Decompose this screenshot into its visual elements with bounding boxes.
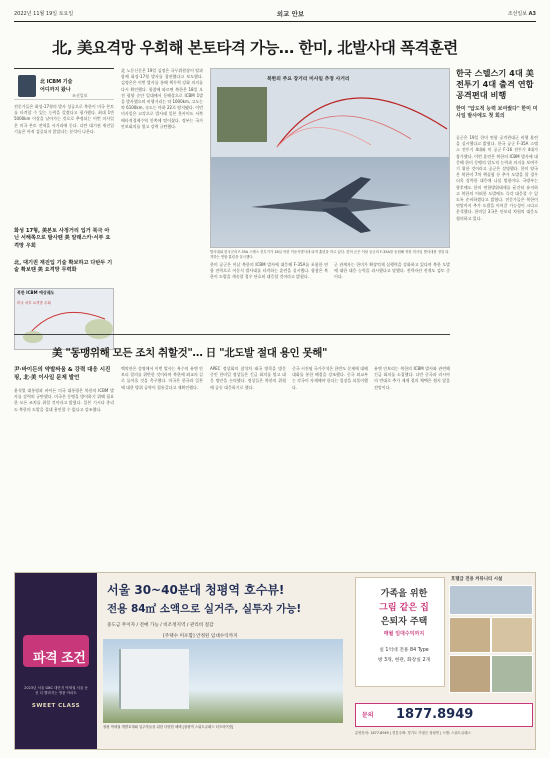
- ad-left-panel: [15, 573, 97, 750]
- map-title: 북한 ICBM 예상궤도: [17, 290, 55, 295]
- article-column: 전문가들은 화성-17형의 발사 성공으로 북한이 미국 본토를 타격할 수 있는 능력을 갖췄다고 평가했다. 최대 1만5000km 이상을 날아가는 것으로 추정되는 이번 미사일은 미국 본토 전역을 사거리에 둔다. 다만 대기권 재진입 기술은 아직 검증되지 않았다는 분석이 나온다.: [14, 104, 114, 134]
- card-line: 가족을 위한: [380, 589, 428, 599]
- amenities-photos: [449, 577, 533, 697]
- issue-date: 2022년 11월 19일 토요일: [14, 10, 74, 17]
- range-graphic: [211, 69, 450, 157]
- map-note: 미국 서부 요격망 우회: [17, 301, 51, 305]
- photo-caption: 발사대와 한국군의 F-35A 스텔스 전투기가 18일 북한 이동식발사대 타격 훈련을 하고 있다. 한미 군은 이날 공군의 F-35A를 동원해 북한 미사일 발사대를 정밀 타격하는 연합 훈련을 실시했다.: [210, 250, 449, 259]
- section-name: 외교 안보: [276, 9, 305, 18]
- infographic-and-photo: [210, 68, 450, 248]
- infographic-title: 북한의 주요 장거리 미사일 추정 사거리: [267, 77, 350, 82]
- article-subheading: 尹·바이든의 약발싸움 & 강력 대응 시진핑, 北·美 이사일 문제 발언: [14, 367, 111, 381]
- ad-right-panel: [351, 573, 536, 750]
- page-number: [508, 10, 536, 17]
- ad-headline: 서울 30~40분대 청평역 호수뷰!: [107, 583, 285, 597]
- section-divider: [14, 334, 450, 335]
- article-column: 한미 공군은 이날 북한의 ICBM 발사에 대응해 F-35A를 포함한 연합 전력으로 이동식 발사대를 타격하는 훈련을 실시했다. 합참은 북한이 도발을 계속할 경우 단호히 대응할 것이라고 밝혔다.: [210, 262, 328, 280]
- article-subheading: 北, 대기권 재진입 기술 확보하고 다탄두 기술 확보땐 美 요격망 무력화: [14, 260, 113, 274]
- ad-fine-print: 분양문의: 1877-8949 | 견본주택: 경기도 가평군 청평면 | 시행: 스위트클래스: [355, 731, 471, 735]
- main-headline[interactable]: 北, 美요격망 우회해 본토타격 가능… 한미, 北발사대 폭격훈련: [52, 39, 458, 57]
- card-line: 실 1억대 전용 84 Type: [379, 648, 429, 653]
- paper-name: 조선일보: [507, 10, 528, 17]
- jet-silhouette: [211, 157, 450, 247]
- amenity-photo: [449, 655, 491, 693]
- amenity-photo: [449, 617, 491, 653]
- icbm-box-line2: 어디까지 왔나: [40, 87, 71, 93]
- ad-benefits: 중도금 무이자 / 전매 가능 / 비조정지역 / 관리비 절감: [107, 623, 214, 628]
- apartment-towers-image: [119, 649, 189, 709]
- trajectory-map: [14, 288, 114, 350]
- article-column: 군 관계자는 한미가 확장억제 실행력을 강화하고 있다며 북한 도발에 대한 대응 능력을 과시했다고 말했다. 전략자산 전개도 검토 중이다.: [334, 262, 450, 280]
- card-line: 방 3개, 현관, 화장실 2개: [377, 658, 431, 663]
- amenity-photo: [491, 655, 533, 693]
- article-column: 백악관은 성명에서 이번 발사는 복수의 유엔 안보리 결의를 위반한 것이라며 북한에 외교의 길로 돌아올 것을 촉구했다. 미국은 한국과 일본에 대한 방위 공약이 철통같다고 재확인했다.: [121, 366, 203, 390]
- article-column: 北 노동신문은 19일 김정은 국무위원장이 딸과 함께 화성-17형 발사를 참관했다고 보도했다. 김정은은 이번 발사를 통해 핵무력 강화 의지를 다시 확인했다. 합참에 따르면 북한은 18일 오전 평양 순안 일대에서 동해상으로 ICBM 1발을 발사했으며 비행거리는 약 1000km, 고도는 약 6100km, 속도는 마하 22로 탐지됐다. 이번 미사일은 고각으로 발사돼 일본 홋카이도 서쪽 배타적경제수역 안쪽에 떨어졌다. 정부는 국가안보회의를 열고 강력 규탄했다.: [121, 68, 203, 129]
- side-headline[interactable]: 한국 스텔스기 4대 美전투기 4대 출격 연합 공격편대 비행: [456, 68, 534, 101]
- inquiry-phone-box[interactable]: [355, 703, 533, 727]
- article-column: APEC 정상회의 참석차 태국 방콕을 방문 중인 한미일 정상들은 긴급 회의를 열고 대응 방안을 논의했다. 정상들은 북한의 위협에 공동 대응하기로 했다.: [210, 366, 286, 390]
- header-rule: [14, 21, 536, 22]
- landmass-shape: [85, 319, 113, 339]
- article-column: 중국 시진핑 국가주석은 한반도 문제에 대해 대화를 통한 해결을 강조했다. 중국 외교부는 각국이 자제해야 한다는 입장을 되풀이했다.: [292, 366, 368, 390]
- jet-wing: [321, 207, 371, 233]
- real-estate-advertisement[interactable]: [14, 572, 536, 750]
- icbm-box-credit: 조선일보: [72, 93, 88, 98]
- map-graphic: [15, 289, 114, 350]
- brand-logo: SWEET CLASS: [31, 703, 81, 709]
- ad-feature-card: [355, 577, 445, 687]
- ad-note: [주택수 미포함] 안정된 임대수익까지: [163, 634, 238, 639]
- card-line: 그림 같은 집: [379, 603, 429, 613]
- ad-footer-text: 청평 역세권 개발호재와 입주자들을 위한 다양한 혜택 [청평역 스위트클래스 더프라이빗]: [103, 725, 234, 729]
- amenity-photo: [491, 617, 533, 653]
- phone-number[interactable]: 1877.8949: [396, 707, 474, 722]
- second-headline[interactable]: 美 "동맹위해 모든 조치 취할것"… 日 "北도발 절대 용인 못해": [52, 347, 328, 359]
- card-line: 매월 임대수익까지: [383, 631, 425, 637]
- article-column: 윤석열 대통령과 바이든 미국 대통령은 북한의 ICBM 발사를 강력히 규탄했다. 미국은 동맹을 방어하기 위해 필요한 모든 조치를 취할 것이라고 밝혔다. 일본 기시다 총리도 북한의 도발을 절대 용인할 수 없다고 강조했다.: [14, 388, 114, 412]
- range-arc: [277, 116, 411, 147]
- amenity-photo: [449, 585, 533, 615]
- ad-main-panel: [99, 573, 349, 750]
- icbm-info-box: [14, 68, 114, 100]
- fighter-jet-photo: [211, 157, 450, 247]
- jet-wing: [321, 177, 371, 203]
- landmass-shape: [23, 331, 43, 343]
- page-header: [14, 7, 536, 19]
- phone-label: 문의: [362, 712, 374, 719]
- side-subheading: 한미 "압도적 능력 보여줬다" 한미 미사일 발사에도 첫 회의: [456, 106, 538, 120]
- article-subheading: 화성 17형, 美본토 사정거리 입거 북극 아닌 서해쪽으로 발사땐 美 알래스카·서부 요격망 우회: [14, 228, 111, 249]
- promo-tag: 파격 조건: [33, 651, 86, 666]
- page-id: A3: [528, 10, 536, 17]
- reporter-icon: [18, 75, 36, 97]
- icbm-box-line1: 北 ICBM 기술: [40, 79, 73, 85]
- ad-subheadline: 전용 84㎡ 소액으로 실거주, 실투자 가능!: [107, 603, 302, 615]
- amenities-title: 호텔급 전용 커뮤니티 시설: [451, 577, 503, 582]
- article-column: 공군은 19일 한미 연합 공격편대군 비행 훈련을 실시했다고 밝혔다. 한국 공군 F-35A 스텔스 전투기 4대와 미 공군 F-16 전투기 4대가 참가했다. 이번 훈련은 북한의 ICBM 발사에 대응해 한미 동맹의 압도적 능력과 의지를 보여주기 위한 것이라고 공군은 설명했다. 한미 양국은 북한이 7차 핵실험 등 추가 도발을 할 경우 더욱 강력한 대응에 나설 방침이다. 국방부는 향후에도 한미 연합방위태세를 굳건히 유지하고 북한의 어떠한 도발에도 즉각 대응할 수 있도록 준비하겠다고 밝혔다. 전문가들은 북한이 연말까지 추가 도발을 이어갈 가능성이 크다고 분석했다. 한미일 3국은 안보리 차원의 대응도 협의하고 있다.: [456, 135, 538, 221]
- article-column: 유엔 안보리는 북한의 ICBM 발사와 관련해 긴급 회의를 소집했다. 다만 중국과 러시아의 반대로 추가 제재 결의 채택은 쉽지 않을 전망이다.: [374, 366, 450, 390]
- ad-left-text: 2023년 서울 GBC 대단지 역세권 서울 동선 더 빨라지는 명품 아파트: [24, 686, 88, 695]
- card-line: 은퇴자 주택: [380, 617, 428, 627]
